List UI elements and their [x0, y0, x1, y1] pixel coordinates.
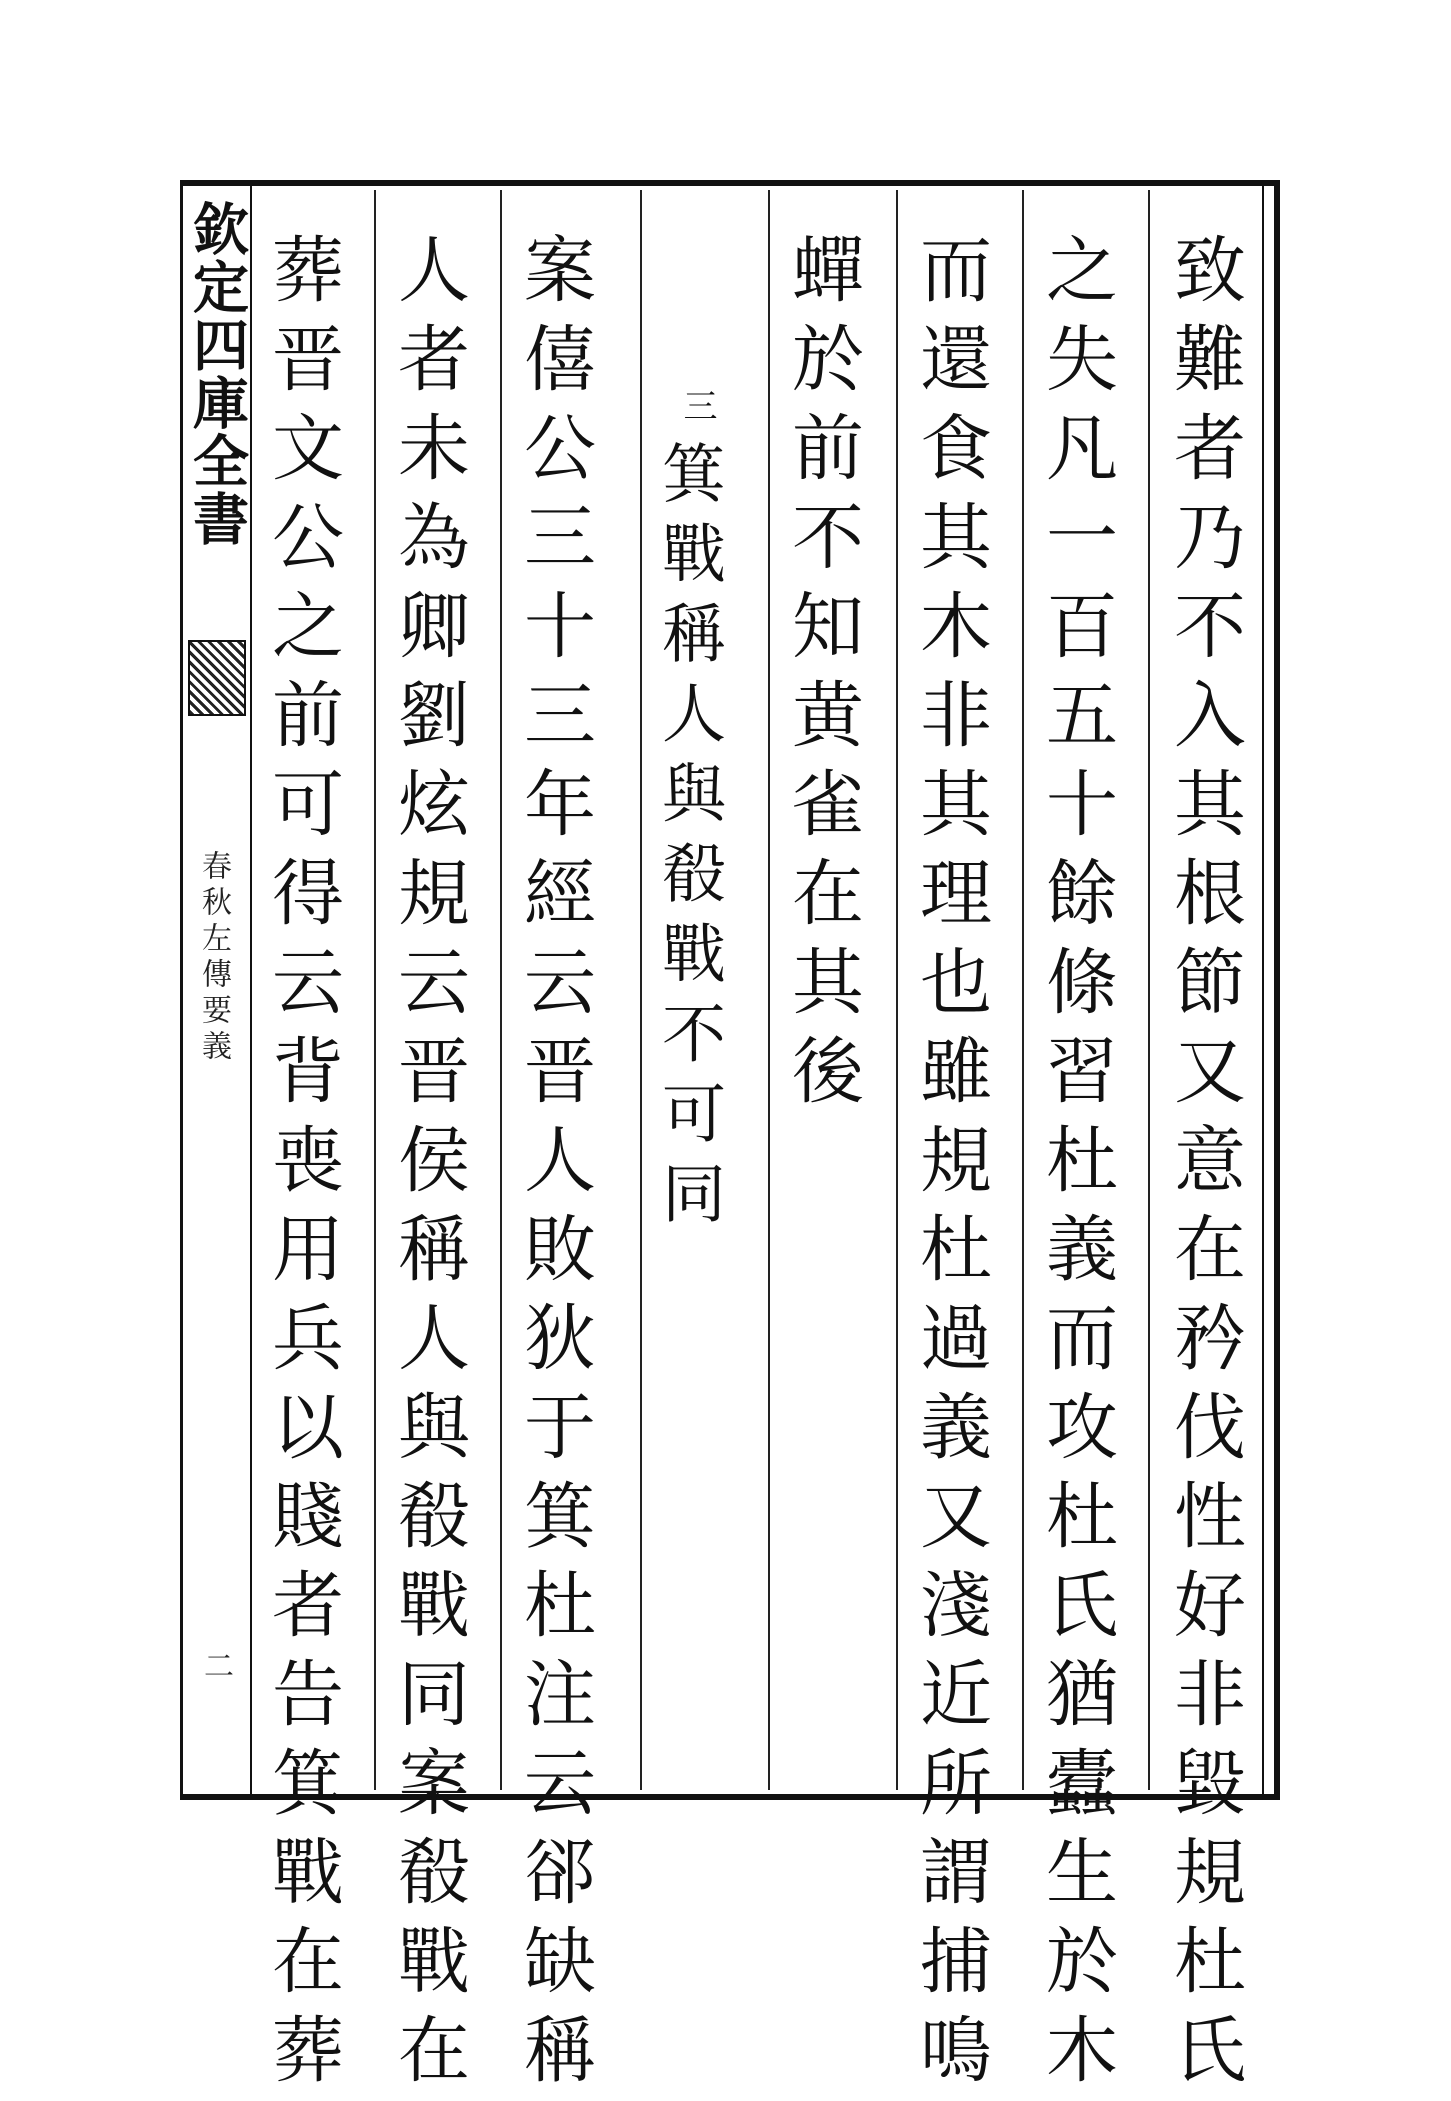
column-separator: [896, 190, 898, 1790]
column-separator: [1022, 190, 1024, 1790]
column-separator: [768, 190, 770, 1790]
text-column-1: 致難者乃不入其根節又意在矜伐性好非毀規杜氏: [1162, 232, 1246, 2101]
column-separator: [1148, 190, 1150, 1790]
page-number: 二: [198, 1650, 233, 1680]
column-separator: [500, 190, 502, 1790]
frame-inner-border: [1262, 186, 1264, 1794]
section-heading: 箕戰稱人與殽戰不可同: [651, 440, 725, 1240]
fold-subtitle: 春秋左傳要義: [196, 850, 231, 1066]
text-column-4: 蟬於前不知黄雀在其後: [780, 232, 864, 1122]
column-separator: [374, 190, 376, 1790]
fold-title: 欽定四庫全書: [184, 200, 250, 548]
fishtail-mark-icon: [188, 640, 246, 716]
text-column-7: 人者未為卿劉炫規云晋侯稱人與殽戰同案殽戰在: [386, 232, 470, 2101]
column-separator: [640, 190, 642, 1790]
section-number: 三: [677, 388, 717, 422]
text-column-3: 而還食其木非其理也雖規杜過義又淺近所謂捕鳴: [908, 232, 992, 2101]
text-column-2: 之失凡一百五十餘條習杜義而攻杜氏猶蠹生於木: [1034, 232, 1118, 2101]
text-column-6: 案僖公三十三年經云晋人敗狄于箕杜注云郤缺稱: [512, 232, 596, 2101]
text-column-8: 葬晋文公之前可得云背喪用兵以賤者告箕戰在葬: [260, 232, 344, 2101]
fold-divider: [250, 186, 252, 1794]
